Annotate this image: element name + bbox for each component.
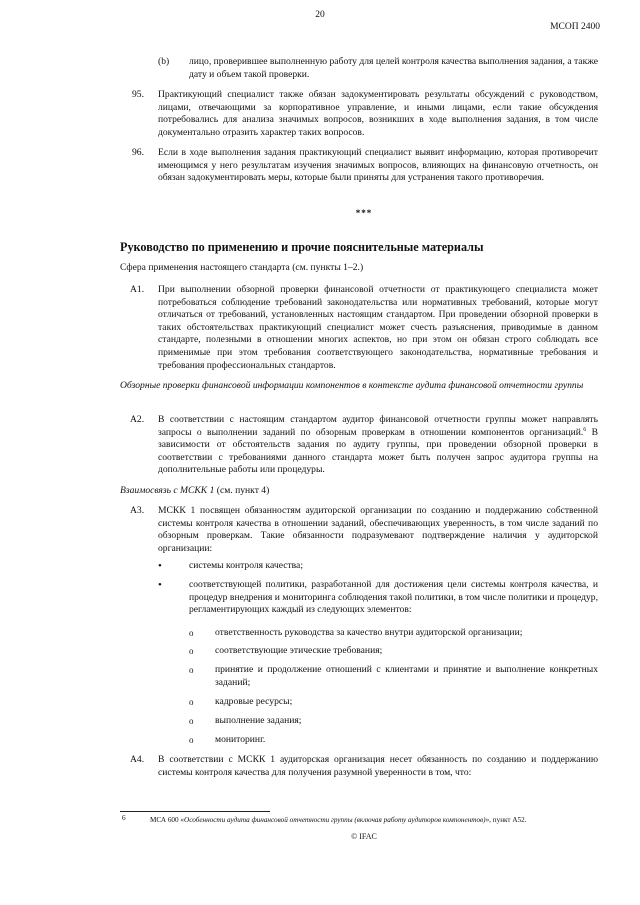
a4-label: A4. — [130, 754, 145, 765]
circle-bullet-icon: o — [189, 735, 194, 745]
item-b-label: (b) — [158, 56, 170, 67]
bullet-icon: • — [158, 560, 162, 572]
circle-bullet-icon: o — [189, 716, 194, 726]
separator: *** — [355, 208, 373, 218]
a3-text: МСКК 1 посвящен обязанностям аудиторской организации по созданию и поддержанию собственной системы контроля качества в отношении заданий, обеспечивающих уверенность, в том числе заданий по обзорным проверкам. Такие обязанности подразумевают подтверждение наличия у аудиторской организации: — [158, 505, 598, 554]
a3-sub-item-4: кадровые ресурсы; — [215, 696, 293, 707]
page-number: 20 — [315, 10, 325, 20]
a4-text: В соответствии с МСКК 1 аудиторская организация несет обязанность по созданию и поддержанию системы контроля качества для получения разумной уверенности в том, что: — [158, 754, 598, 778]
a3-label: A3. — [130, 505, 145, 516]
subheading-group: Обзорные проверки финансовой информации компонентов в контексте аудита финансовой отчетности группы — [120, 380, 584, 391]
footnote-prefix: МСА 600 « — [150, 816, 184, 824]
para-95-label: 95. — [132, 89, 144, 100]
footnote-divider — [120, 811, 270, 812]
a3-sub-item-1: ответственность руководства за качество внутри аудиторской организации; — [215, 627, 523, 638]
a3-bullet-2: соответствующей политики, разработанной для достижения цели системы контроля качества, и процедур внедрения и мониторинга соблюдения такой политики, в том числе политики и процедур, регламентирующих каждый из следующих элементов: — [189, 579, 598, 616]
bullet-icon: • — [158, 579, 162, 591]
footnote-title: Особенности аудита финансовой отчетности группы (включая работу аудиторов компонентов) — [184, 816, 486, 824]
subheading-iscq — [120, 485, 269, 498]
footnote-text — [150, 815, 598, 825]
para-96-text: Если в ходе выполнения задания практикующий специалист выявит информацию, которая противоречит имеющимся у него результатам изучения значимых вопросов, влияющих на финансовую отчетность, он обязан задокументировать меры, которые были приняты для устранения такого противоречия. — [158, 147, 598, 184]
a3-bullet-1: системы контроля качества; — [189, 560, 303, 571]
circle-bullet-icon: o — [189, 646, 194, 656]
a2-text — [158, 414, 598, 477]
footnote-suffix: », пункт А52. — [485, 816, 527, 824]
footnote-number: 6 — [122, 814, 126, 822]
a1-label: A1. — [130, 284, 145, 295]
scope-line: Сфера применения настоящего стандарта (см. пункты 1–2.) — [120, 262, 364, 273]
a3-sub-item-5: выполнение задания; — [215, 715, 302, 726]
a2-text-after: В зависимости от обстоятельств задания по аудиту группы, при проведении обзорной проверки в соответствии с требованиями данного стандарта может быть получен запрос аудитора группы на дополнительные работы или процедуры. — [158, 426, 598, 476]
para-95-text: Практикующий специалист также обязан задокументировать результаты обсуждений с руководством, лицами, отвечающими за корпоративное управление, и иными лицами, если такие обсуждения потребовались для анализа значимых вопросов, возникших в ходе выполнения задания, в том числе документально отразить характер таких вопросов. — [158, 89, 598, 138]
a3-sub-item-6: мониторинг. — [215, 734, 266, 745]
circle-bullet-icon: o — [189, 628, 194, 638]
subheading-iscq-italic: Взаимосвязь с МСКК 1 — [120, 485, 215, 496]
section-heading: Руководство по применению и прочие пояснительные материалы — [120, 240, 484, 254]
circle-bullet-icon: o — [189, 665, 194, 675]
item-b-text: лицо, проверившее выполненную работу для целей контроля качества выполнения задания, а также дату и объем такой проверки. — [189, 56, 598, 80]
footer-copyright: © IFAC — [351, 832, 377, 841]
a3-sub-item-2: соответствующие этические требования; — [215, 645, 383, 656]
a2-label: A2. — [130, 414, 145, 425]
para-96-label: 96. — [132, 147, 144, 158]
subheading-iscq-normal: (см. пункт 4) — [214, 485, 270, 496]
a3-sub-item-3: принятие и продолжение отношений с клиентами и принятие и выполнение конкретных заданий; — [215, 664, 598, 688]
footnote-ref: 6 — [583, 426, 587, 433]
a2-text-before: В соответствии с настоящим стандартом аудитор финансовой отчетности группы может направлять запросы о выполнении заданий по обзорным проверкам в отношении компонентов организаций. — [158, 414, 598, 438]
circle-bullet-icon: o — [189, 697, 194, 707]
standard-code: МСОП 2400 — [550, 22, 600, 32]
a1-text: При выполнении обзорной проверки финансовой отчетности от практикующего специалиста может потребоваться соблюдение требований законодательства или нормативных требований, которые могут отличаться от требований, установленных настоящим стандартом. При проведении обзорной проверки в таких обстоятельствах практикующий специалист может счесть разъяснения, приводимые в данном стандарте, полезными в отношении многих аспектов, но при этом он обязан строго соблюдать все применимые при этом требования соответствующего законодательства, нормативные требования и требования профессиональных стандартов. — [158, 284, 598, 371]
